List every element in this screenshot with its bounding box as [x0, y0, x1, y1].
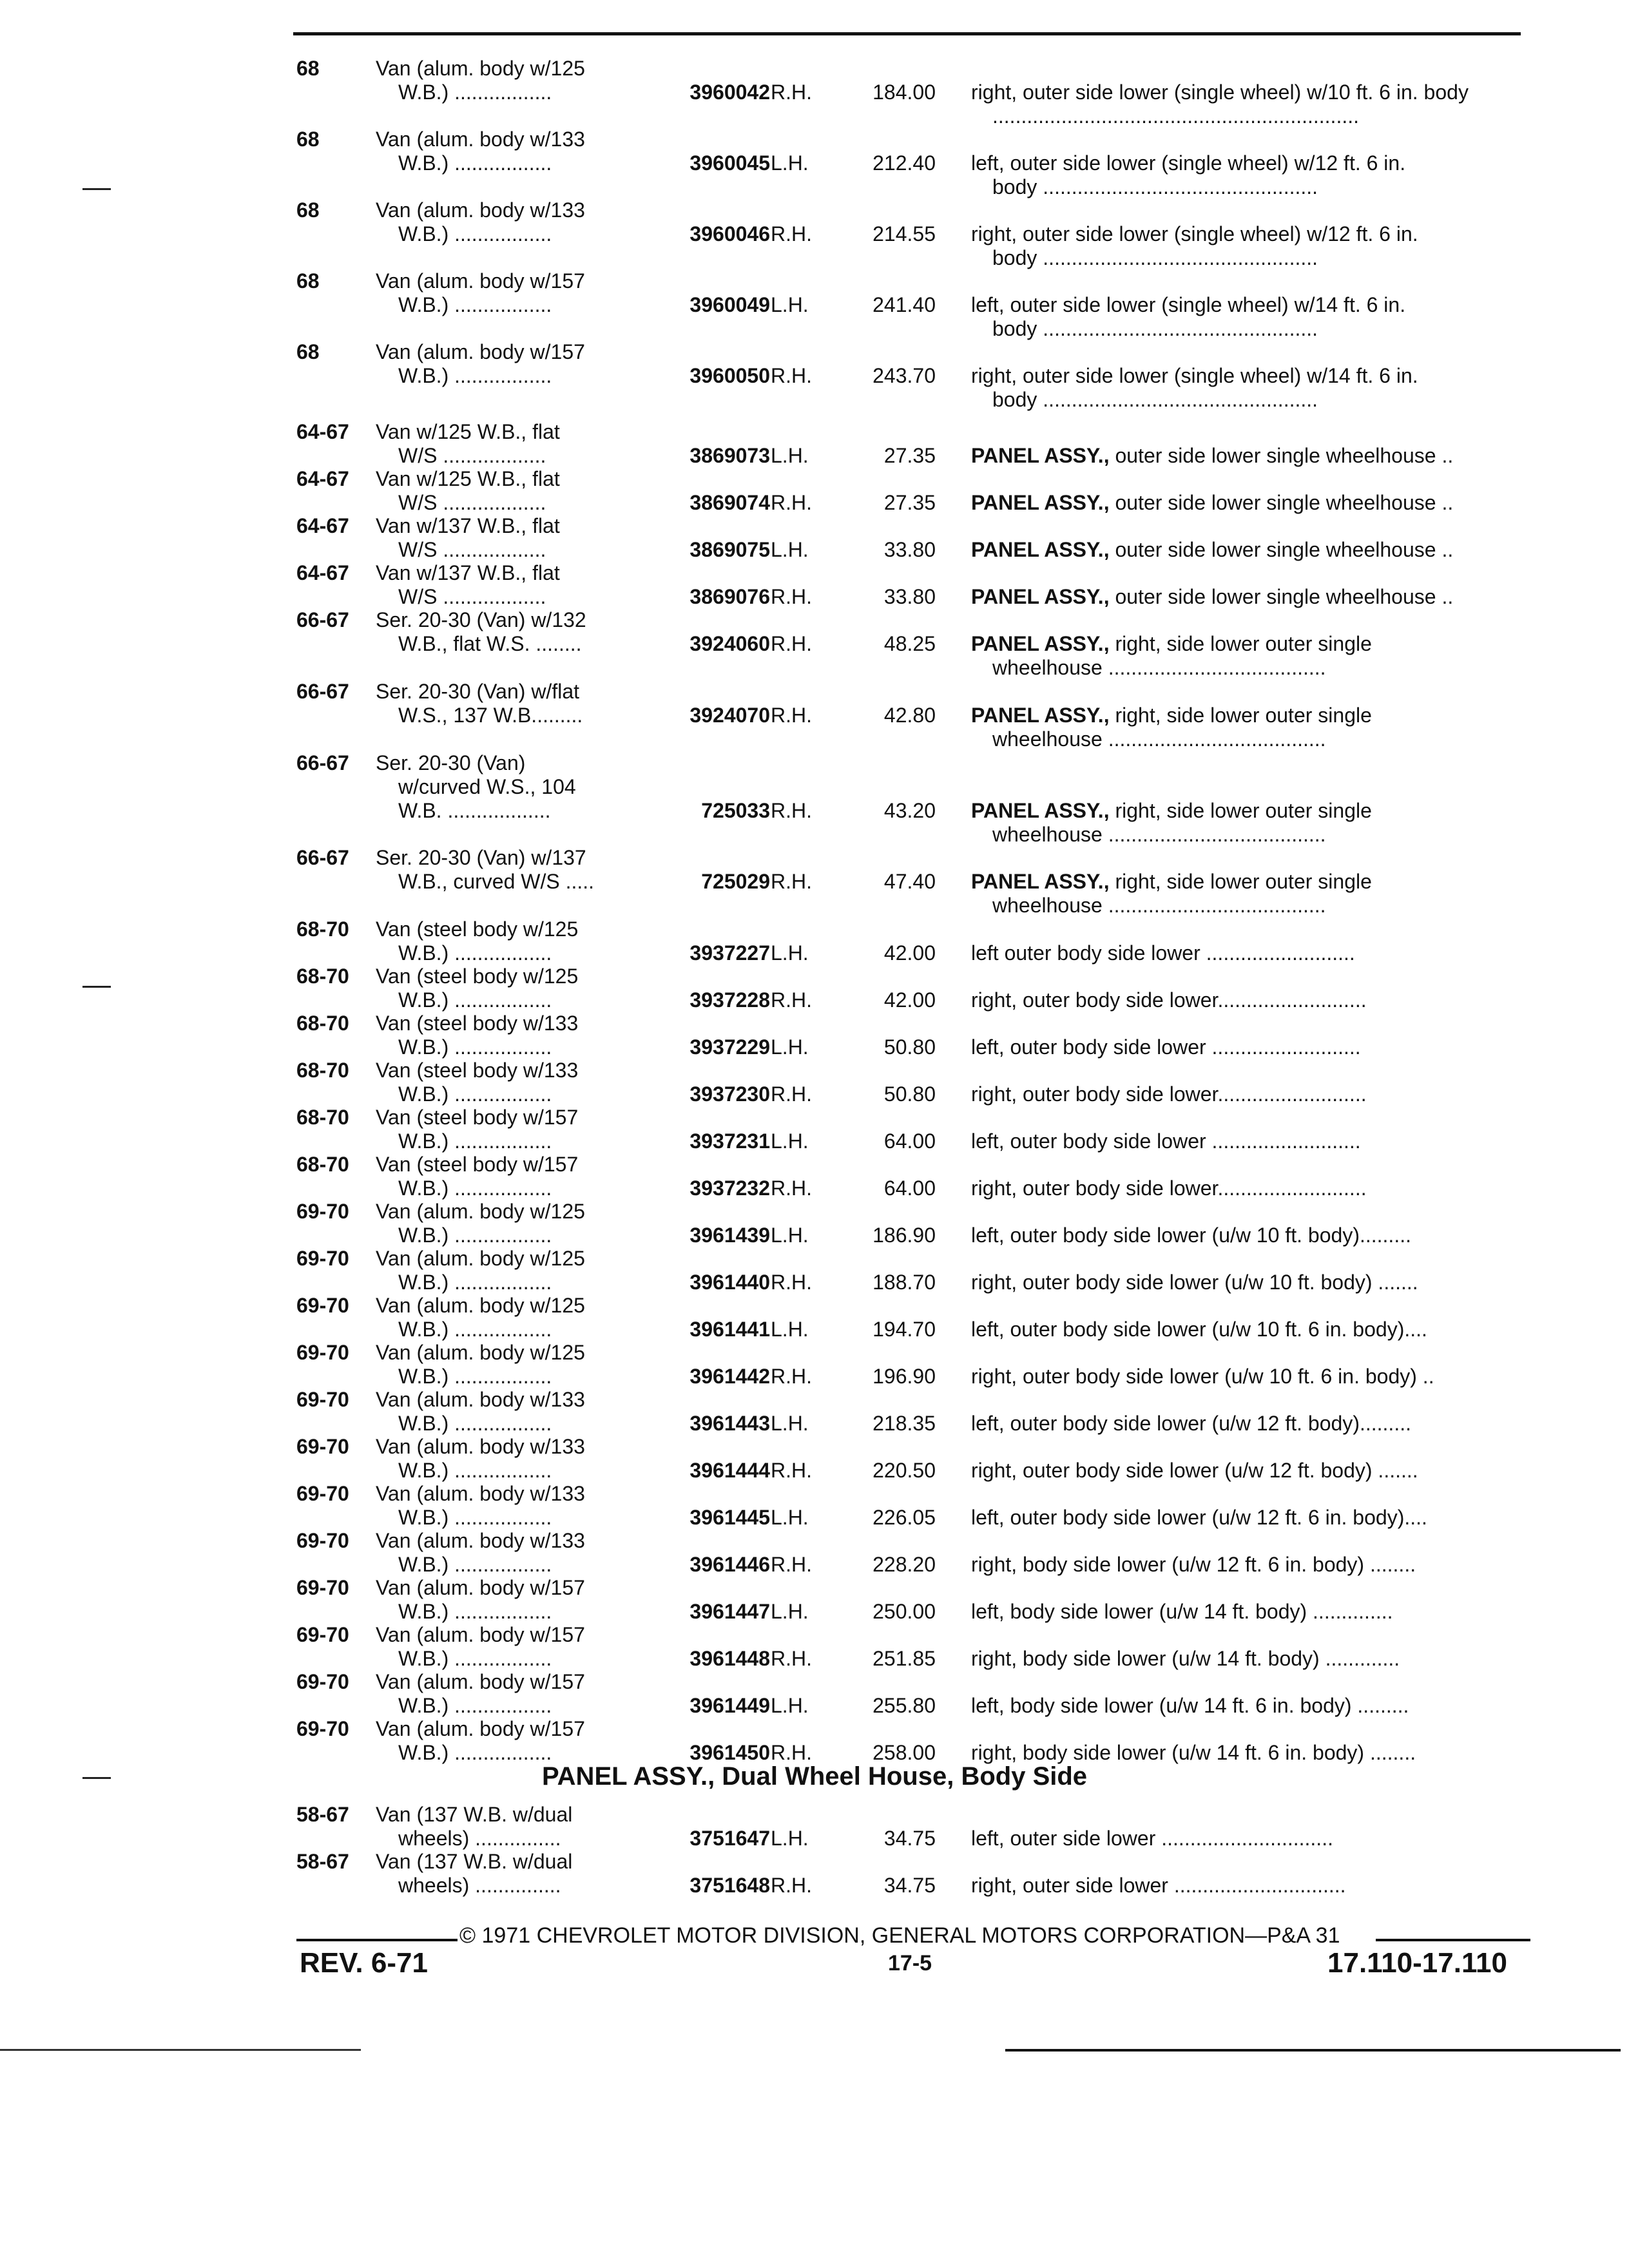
part-description [971, 1035, 1530, 1059]
model-year: 69-70 [296, 1200, 349, 1223]
model-year: 68-70 [296, 1153, 349, 1176]
model-description-cont: W.B.) ................. [398, 1412, 552, 1435]
part-number: 3960049 [689, 293, 770, 316]
model-description-cont: W.B. .................. [398, 799, 551, 822]
part-description-text: right, outer body side lower.......................... [971, 1177, 1367, 1200]
part-description [971, 941, 1530, 965]
model-description: Van (alum. body w/157 [376, 1670, 585, 1693]
part-description [971, 444, 1530, 468]
price: 34.75 [883, 1874, 936, 1897]
part-description [971, 1459, 1530, 1483]
model-description-cont: W/S .................. [398, 585, 546, 608]
model-description: Van (alum. body w/125 [376, 1200, 585, 1223]
price: 33.80 [883, 538, 936, 561]
model-description-cont: W.B.) ................. [398, 1365, 552, 1388]
model-year: 68-70 [296, 1059, 349, 1082]
model-description: Van (steel body w/125 [376, 918, 579, 941]
part-description [971, 1271, 1530, 1294]
part-name: PANEL ASSY., [971, 632, 1110, 655]
copyright-text: © 1971 CHEVROLET MOTOR DIVISION, GENERAL MOTORS CORPORATION—P&A 31 [459, 1923, 1340, 1948]
price: 241.40 [872, 293, 936, 316]
model-description: Van (alum. body w/125 [376, 1247, 585, 1270]
price: 243.70 [872, 364, 936, 387]
price: 212.40 [872, 151, 936, 175]
part-number: 3961443 [689, 1412, 770, 1435]
part-number: 3869076 [689, 585, 770, 608]
part-name: PANEL ASSY., [971, 585, 1110, 608]
model-description: Van (alum. body w/157 [376, 1717, 585, 1740]
side-code: L.H. [771, 293, 809, 316]
part-description [971, 151, 1530, 175]
model-year: 69-70 [296, 1247, 349, 1270]
side-code: L.H. [771, 1035, 809, 1059]
part-description [971, 1553, 1530, 1577]
model-year: 69-70 [296, 1717, 349, 1740]
price: 184.00 [872, 81, 936, 104]
part-description-cont: body ................................................ [992, 175, 1318, 198]
part-number: 3960042 [689, 81, 770, 104]
side-code: L.H. [771, 1506, 809, 1529]
part-description-cont: ................................................................ [992, 104, 1359, 128]
model-year: 69-70 [296, 1576, 349, 1599]
part-description-cont: wheelhouse ...................................... [992, 656, 1326, 679]
side-code: L.H. [771, 444, 809, 467]
part-description-text: left, outer body side lower .......................... [971, 1035, 1361, 1059]
model-description-cont: W.B.) ................. [398, 941, 552, 965]
model-description: Van (alum. body w/125 [376, 57, 585, 80]
model-description-cont: W.B.) ................. [398, 364, 552, 387]
model-description-cont: W.S., 137 W.B......... [398, 704, 583, 727]
section-reference: 17.110-17.110 [1327, 1947, 1507, 1979]
top-rule [293, 32, 1521, 35]
part-description-text: left, outer body side lower (u/w 12 ft. 6 in. body).... [971, 1506, 1427, 1529]
price: 186.90 [872, 1224, 936, 1247]
price: 64.00 [883, 1129, 936, 1153]
price: 34.75 [883, 1827, 936, 1850]
side-code: R.H. [771, 222, 812, 245]
part-description-text: left, outer side lower (single wheel) w/14 ft. 6 in. [971, 293, 1406, 316]
part-number: 3751648 [689, 1874, 770, 1897]
model-description: Van (alum. body w/133 [376, 1435, 585, 1458]
part-description [971, 538, 1530, 562]
part-description [971, 585, 1530, 609]
price: 47.40 [883, 870, 936, 893]
model-description: Van (steel body w/133 [376, 1012, 579, 1035]
model-description: Van (steel body w/125 [376, 965, 579, 988]
model-description: Van (steel body w/157 [376, 1106, 579, 1129]
model-description: Ser. 20-30 (Van) [376, 751, 526, 774]
model-description-cont: W.B.) ................. [398, 1506, 552, 1529]
model-description-cont: W.B.) ................. [398, 1694, 552, 1717]
price: 226.05 [872, 1506, 936, 1529]
model-description: Van (steel body w/133 [376, 1059, 579, 1082]
footer-rule-left [296, 1939, 458, 1941]
price: 27.35 [883, 444, 936, 467]
model-year: 64-67 [296, 420, 349, 443]
price: 43.20 [883, 799, 936, 822]
price: 42.00 [883, 941, 936, 965]
part-number: 3960050 [689, 364, 770, 387]
model-description-cont: wheels) ............... [398, 1827, 561, 1850]
page-number: 17-5 [888, 1951, 932, 1975]
model-description-cont: W.B., flat W.S. ........ [398, 632, 582, 655]
model-year: 68 [296, 128, 320, 151]
model-description-cont: wheels) ............... [398, 1874, 561, 1897]
part-description [971, 1600, 1530, 1624]
part-description-text: left, outer side lower (single wheel) w/12 ft. 6 in. [971, 151, 1406, 175]
model-description-cont: W.B.) ................. [398, 222, 552, 245]
model-description: Van (alum. body w/157 [376, 340, 585, 363]
model-description: Van w/137 W.B., flat [376, 561, 560, 584]
part-number: 3961444 [689, 1459, 770, 1482]
margin-tick [82, 986, 111, 988]
model-description-cont: W/S .................. [398, 444, 546, 467]
part-description-text: right, outer body side lower.......................... [971, 988, 1367, 1012]
model-description: Van w/125 W.B., flat [376, 467, 560, 490]
side-code: L.H. [771, 1412, 809, 1435]
part-number: 3961441 [689, 1318, 770, 1341]
part-number: 3937230 [689, 1082, 770, 1106]
model-year: 69-70 [296, 1623, 349, 1646]
part-description-cont: wheelhouse ...................................... [992, 894, 1326, 917]
part-description-cont: wheelhouse ...................................... [992, 727, 1326, 751]
model-description: Van (alum. body w/125 [376, 1294, 585, 1317]
model-description-cont: w/curved W.S., 104 [398, 775, 576, 798]
model-year: 69-70 [296, 1435, 349, 1458]
model-year: 68 [296, 57, 320, 80]
part-description-text: left outer body side lower .......................... [971, 941, 1355, 965]
part-description-text: left, outer body side lower .......................... [971, 1129, 1361, 1153]
side-code: L.H. [771, 1224, 809, 1247]
price: 255.80 [872, 1694, 936, 1717]
part-number: 3961446 [689, 1553, 770, 1576]
side-code: R.H. [771, 988, 812, 1012]
price: 42.80 [883, 704, 936, 727]
part-number: 3961440 [689, 1271, 770, 1294]
price: 220.50 [872, 1459, 936, 1482]
part-description-text: right, side lower outer single [1109, 799, 1372, 822]
price: 214.55 [872, 222, 936, 245]
model-description-cont: W.B.) ................. [398, 1271, 552, 1294]
price: 50.80 [883, 1082, 936, 1106]
model-year: 66-67 [296, 751, 349, 774]
price: 196.90 [872, 1365, 936, 1388]
part-number: 725029 [701, 870, 770, 893]
model-year: 64-67 [296, 561, 349, 584]
model-year: 69-70 [296, 1388, 349, 1411]
model-description-cont: W.B.) ................. [398, 1318, 552, 1341]
footer-rule-right [1376, 1939, 1530, 1941]
model-year: 68-70 [296, 965, 349, 988]
side-code: L.H. [771, 1318, 809, 1341]
model-year: 66-67 [296, 846, 349, 869]
model-year: 69-70 [296, 1529, 349, 1552]
part-description-text: outer side lower single wheelhouse .. [1109, 538, 1454, 561]
model-description-cont: W.B.) ................. [398, 1035, 552, 1059]
part-description-text: left, outer body side lower (u/w 10 ft. body)......... [971, 1224, 1411, 1247]
side-code: R.H. [771, 1365, 812, 1388]
price: 64.00 [883, 1177, 936, 1200]
part-number: 3924070 [689, 704, 770, 727]
part-description [971, 1874, 1530, 1898]
model-description-cont: W.B.) ................. [398, 1177, 552, 1200]
model-year: 68 [296, 340, 320, 363]
side-code: L.H. [771, 1129, 809, 1153]
part-description [971, 222, 1530, 246]
side-code: R.H. [771, 704, 812, 727]
part-number: 3869075 [689, 538, 770, 561]
part-description [971, 293, 1530, 317]
part-description-cont: body ................................................ [992, 388, 1318, 411]
part-number: 3961449 [689, 1694, 770, 1717]
price: 250.00 [872, 1600, 936, 1623]
part-description [971, 799, 1530, 823]
section-heading: PANEL ASSY., Dual Wheel House, Body Side [541, 1762, 1088, 1791]
model-year: 66-67 [296, 608, 349, 631]
part-description-text: right, outer body side lower.......................... [971, 1082, 1367, 1106]
part-description-text: right, side lower outer single [1109, 632, 1372, 655]
model-description-cont: W.B., curved W/S ..... [398, 870, 595, 893]
part-description-cont: body ................................................ [992, 317, 1318, 340]
part-description [971, 1224, 1530, 1247]
model-year: 69-70 [296, 1482, 349, 1505]
side-code: R.H. [771, 632, 812, 655]
part-description [971, 870, 1530, 894]
part-description-text: right, outer body side lower (u/w 10 ft. 6 in. body) .. [971, 1365, 1434, 1388]
side-code: L.H. [771, 1694, 809, 1717]
model-description-cont: W.B.) ................. [398, 1647, 552, 1670]
side-code: R.H. [771, 1741, 812, 1764]
side-code: R.H. [771, 1082, 812, 1106]
model-description: Van (alum. body w/133 [376, 1388, 585, 1411]
part-name: PANEL ASSY., [971, 799, 1110, 822]
part-description-text: right, outer body side lower (u/w 12 ft. body) ....... [971, 1459, 1418, 1482]
model-description-cont: W.B.) ................. [398, 988, 552, 1012]
model-description: Van (alum. body w/157 [376, 1576, 585, 1599]
part-name: PANEL ASSY., [971, 444, 1110, 467]
model-description: Van (alum. body w/125 [376, 1341, 585, 1364]
model-description: Van (alum. body w/157 [376, 1623, 585, 1646]
part-name: PANEL ASSY., [971, 538, 1110, 561]
part-description-text: outer side lower single wheelhouse .. [1109, 585, 1454, 608]
model-description: Van (alum. body w/157 [376, 269, 585, 293]
model-year: 69-70 [296, 1670, 349, 1693]
model-description: Van w/125 W.B., flat [376, 420, 560, 443]
part-number: 3937228 [689, 988, 770, 1012]
part-description-cont: wheelhouse ...................................... [992, 823, 1326, 846]
price: 251.85 [872, 1647, 936, 1670]
side-code: R.H. [771, 585, 812, 608]
part-name: PANEL ASSY., [971, 870, 1110, 893]
part-description-text: left, outer body side lower (u/w 12 ft. body)......... [971, 1412, 1411, 1435]
model-year: 68-70 [296, 918, 349, 941]
part-description-text: left, outer side lower .............................. [971, 1827, 1333, 1850]
model-year: 69-70 [296, 1341, 349, 1364]
side-code: R.H. [771, 1271, 812, 1294]
model-year: 66-67 [296, 680, 349, 703]
model-year: 64-67 [296, 467, 349, 490]
part-description-text: right, body side lower (u/w 14 ft. 6 in. body) ........ [971, 1741, 1416, 1764]
bottom-rule-right [1005, 2049, 1621, 2052]
part-description [971, 1412, 1530, 1436]
part-description [971, 1318, 1530, 1341]
part-number: 3869073 [689, 444, 770, 467]
side-code: R.H. [771, 799, 812, 822]
side-code: R.H. [771, 1177, 812, 1200]
model-description-cont: W.B.) ................. [398, 1224, 552, 1247]
model-description: Van (steel body w/157 [376, 1153, 579, 1176]
model-description-cont: W.B.) ................. [398, 293, 552, 316]
price: 27.35 [883, 491, 936, 514]
part-description [971, 988, 1530, 1012]
part-number: 3960045 [689, 151, 770, 175]
model-year: 58-67 [296, 1803, 349, 1826]
side-code: R.H. [771, 1459, 812, 1482]
model-description-cont: W.B.) ................. [398, 1741, 552, 1764]
part-number: 3937227 [689, 941, 770, 965]
price: 42.00 [883, 988, 936, 1012]
part-description-text: right, outer side lower (single wheel) w/12 ft. 6 in. [971, 222, 1418, 245]
part-description-text: left, body side lower (u/w 14 ft. body) .............. [971, 1600, 1393, 1623]
part-number: 3937232 [689, 1177, 770, 1200]
side-code: L.H. [771, 151, 809, 175]
side-code: R.H. [771, 364, 812, 387]
model-description-cont: W/S .................. [398, 491, 546, 514]
model-description: Van (alum. body w/133 [376, 198, 585, 222]
bottom-rule-left [0, 2049, 361, 2051]
model-description: Ser. 20-30 (Van) w/132 [376, 608, 586, 631]
part-description [971, 1647, 1530, 1671]
model-description: Van (137 W.B. w/dual [376, 1803, 573, 1826]
part-number: 3961448 [689, 1647, 770, 1670]
price: 218.35 [872, 1412, 936, 1435]
model-description: Van (137 W.B. w/dual [376, 1850, 573, 1873]
part-description [971, 1741, 1530, 1765]
model-description: Van (alum. body w/133 [376, 128, 585, 151]
model-description: Ser. 20-30 (Van) w/137 [376, 846, 586, 869]
model-description-cont: W.B.) ................. [398, 1082, 552, 1106]
part-description-text: right, outer body side lower (u/w 10 ft. body) ....... [971, 1271, 1418, 1294]
model-year: 64-67 [296, 514, 349, 537]
side-code: R.H. [771, 870, 812, 893]
part-number: 3751647 [689, 1827, 770, 1850]
part-description [971, 81, 1530, 104]
part-number: 3961447 [689, 1600, 770, 1623]
model-year: 68-70 [296, 1012, 349, 1035]
part-number: 3924060 [689, 632, 770, 655]
part-description [971, 364, 1530, 388]
part-description [971, 1506, 1530, 1530]
model-year: 68-70 [296, 1106, 349, 1129]
side-code: L.H. [771, 1600, 809, 1623]
price: 258.00 [872, 1741, 936, 1764]
part-number: 3961450 [689, 1741, 770, 1764]
model-description: Van (alum. body w/133 [376, 1482, 585, 1505]
part-description [971, 632, 1530, 656]
part-number: 3937231 [689, 1129, 770, 1153]
model-description-cont: W.B.) ................. [398, 1553, 552, 1576]
part-description-text: left, outer body side lower (u/w 10 ft. 6 in. body).... [971, 1318, 1427, 1341]
part-description [971, 1082, 1530, 1106]
part-description [971, 1827, 1530, 1850]
part-description [971, 491, 1530, 515]
part-name: PANEL ASSY., [971, 491, 1110, 514]
part-description [971, 704, 1530, 727]
side-code: R.H. [771, 1553, 812, 1576]
part-description [971, 1694, 1530, 1718]
price: 33.80 [883, 585, 936, 608]
part-number: 3961439 [689, 1224, 770, 1247]
side-code: R.H. [771, 1647, 812, 1670]
side-code: R.H. [771, 1874, 812, 1897]
model-description-cont: W.B.) ................. [398, 81, 552, 104]
part-number: 3961442 [689, 1365, 770, 1388]
part-description-cont: body ................................................ [992, 246, 1318, 269]
model-description-cont: W.B.) ................. [398, 1129, 552, 1153]
part-description-text: right, outer side lower (single wheel) w/14 ft. 6 in. [971, 364, 1418, 387]
model-year: 68 [296, 198, 320, 222]
part-number: 725033 [701, 799, 770, 822]
part-description-text: right, body side lower (u/w 14 ft. body) ............. [971, 1647, 1400, 1670]
part-number: 3960046 [689, 222, 770, 245]
margin-tick [82, 188, 111, 190]
model-description: Ser. 20-30 (Van) w/flat [376, 680, 579, 703]
revision-label: REV. 6-71 [300, 1947, 428, 1979]
part-description [971, 1177, 1530, 1200]
price: 188.70 [872, 1271, 936, 1294]
model-description-cont: W.B.) ................. [398, 1600, 552, 1623]
part-description-text: right, outer side lower (single wheel) w/10 ft. 6 in. body [971, 81, 1469, 104]
part-description-text: outer side lower single wheelhouse .. [1109, 444, 1454, 467]
model-year: 69-70 [296, 1294, 349, 1317]
side-code: L.H. [771, 1827, 809, 1850]
part-number: 3869074 [689, 491, 770, 514]
part-number: 3937229 [689, 1035, 770, 1059]
model-description-cont: W.B.) ................. [398, 151, 552, 175]
part-description-text: right, side lower outer single [1109, 704, 1372, 727]
part-description-text: outer side lower single wheelhouse .. [1109, 491, 1454, 514]
model-year: 58-67 [296, 1850, 349, 1873]
model-description-cont: W.B.) ................. [398, 1459, 552, 1482]
model-year: 68 [296, 269, 320, 293]
price: 48.25 [883, 632, 936, 655]
model-description: Van (alum. body w/133 [376, 1529, 585, 1552]
price: 50.80 [883, 1035, 936, 1059]
price: 194.70 [872, 1318, 936, 1341]
side-code: L.H. [771, 941, 809, 965]
price: 228.20 [872, 1553, 936, 1576]
part-description [971, 1129, 1530, 1153]
part-description-text: right, body side lower (u/w 12 ft. 6 in. body) ........ [971, 1553, 1416, 1576]
part-number: 3961445 [689, 1506, 770, 1529]
model-description-cont: W/S .................. [398, 538, 546, 561]
part-name: PANEL ASSY., [971, 704, 1110, 727]
side-code: R.H. [771, 491, 812, 514]
part-description-text: right, outer side lower .............................. [971, 1874, 1346, 1897]
side-code: R.H. [771, 81, 812, 104]
part-description-text: left, body side lower (u/w 14 ft. 6 in. body) ......... [971, 1694, 1409, 1717]
side-code: L.H. [771, 538, 809, 561]
model-description: Van w/137 W.B., flat [376, 514, 560, 537]
part-description [971, 1365, 1530, 1389]
part-description-text: right, side lower outer single [1109, 870, 1372, 893]
